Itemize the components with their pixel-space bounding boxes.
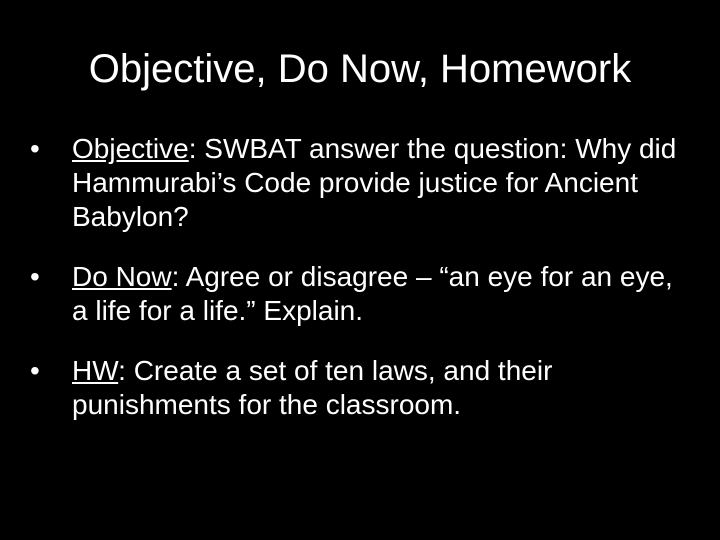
bullet-label-objective: Objective	[72, 133, 189, 164]
bullet-objective	[30, 132, 690, 234]
bullet-do-now	[30, 260, 690, 328]
bullet-icon: •	[30, 355, 40, 386]
bullet-label-homework: HW	[72, 355, 119, 386]
bullet-list	[30, 132, 690, 422]
bullet-text-homework: : Create a set of ten laws, and their punishments for the classroom.	[72, 355, 553, 420]
bullet-text-objective: : SWBAT answer the question: Why did Hammurabi’s Code provide justice for Ancient Babylon?	[72, 133, 677, 232]
slide-title: Objective, Do Now, Homework	[88, 47, 632, 91]
bullet-label-do-now: Do Now	[72, 261, 172, 292]
bullet-icon: •	[30, 133, 40, 164]
bullet-homework	[30, 354, 690, 422]
bullet-icon: •	[30, 261, 40, 292]
bullet-text-do-now: : Agree or disagree – “an eye for an eye, a life for a life.” Explain.	[72, 261, 673, 326]
